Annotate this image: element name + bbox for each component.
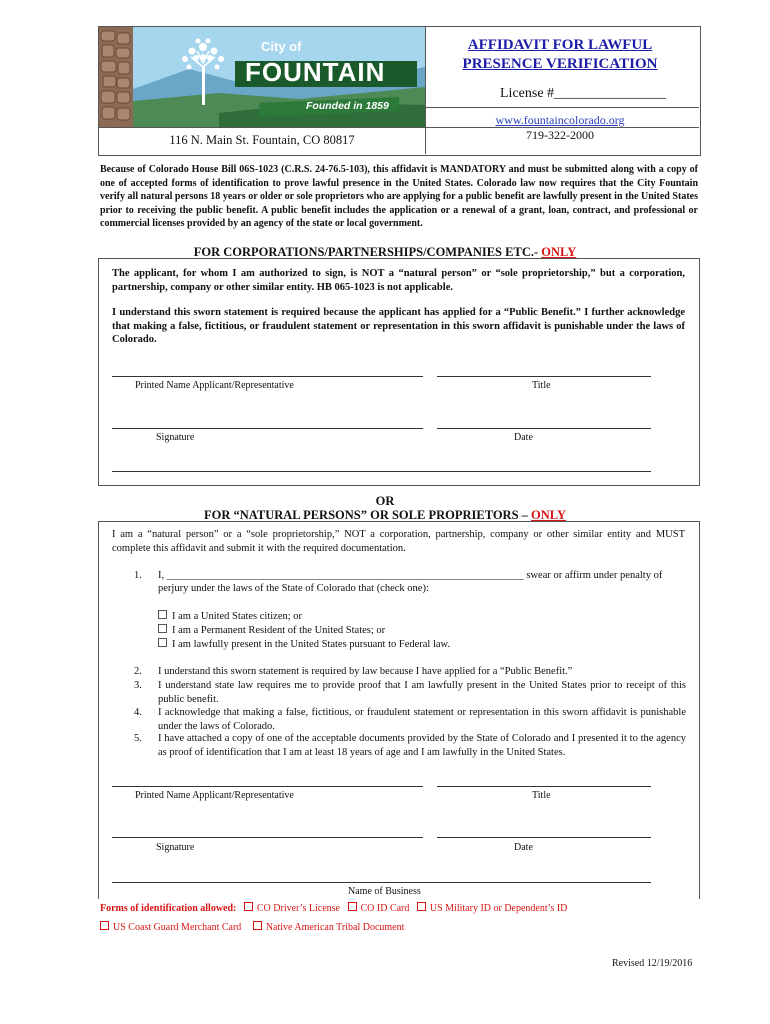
- title-line-2: PRESENCE VERIFICATION: [462, 56, 658, 72]
- natural-heading-text: FOR “NATURAL PERSONS” OR SOLE PROPRIETORS –: [204, 508, 532, 522]
- form-us-military-id: US Military ID or Dependent’s ID: [429, 903, 568, 914]
- item-1-name-line[interactable]: I, ____________________________________________________________________ swear or affirm under penalty of: [158, 570, 663, 581]
- corporations-heading-only: ONLY: [541, 245, 577, 259]
- checkbox-native-american[interactable]: [253, 921, 262, 930]
- check-lawful-label: I am lawfully present in the United States pursuant to Federal law.: [172, 639, 451, 650]
- item-4-text: I acknowledge that making a false, fictitious, or fraudulent statement or representation in this sworn affidavit is punishable under the laws of Colorado.: [158, 707, 686, 732]
- form-co-drivers-license: CO Driver’s License: [256, 903, 340, 914]
- item-1-number: 1.: [134, 570, 142, 581]
- item-2-number: 2.: [134, 666, 142, 677]
- checkbox-resident[interactable]: [158, 624, 167, 633]
- logo-founded: Founded in 1859: [306, 100, 389, 112]
- checkbox-lawful[interactable]: [158, 638, 167, 647]
- np-title-label: Title: [532, 790, 551, 801]
- corporations-paragraph-1: The applicant, for whom I am authorized to sign, is NOT a “natural person” or “sole proprietorship,” but a corporation, partnership, company or other similar entity. HB 065-1023 is not applicable.: [112, 268, 685, 293]
- item-4-number: 4.: [134, 707, 142, 718]
- item-5-text: I have attached a copy of one of the acceptable documents provided by the State of Colorado and I presented it to the agency as proof of identification that I am at least 18 years of age and I am lawfully in the United States.: [158, 733, 686, 758]
- corporations-heading-text: FOR CORPORATIONS/PARTNERSHIPS/COMPANIES ETC.-: [193, 245, 542, 259]
- city-logo: [99, 27, 425, 127]
- corp-printed-name-line[interactable]: [112, 376, 423, 377]
- corp-signature-label: Signature: [156, 432, 195, 443]
- natural-heading-only: ONLY: [531, 508, 566, 522]
- check-option-citizen[interactable]: [158, 610, 302, 624]
- item-2-text: I understand this sworn statement is required by law because I have applied for a “Public Benefit.”: [158, 666, 573, 677]
- check-resident-label: I am a Permanent Resident of the United States; or: [172, 625, 386, 636]
- np-date-line[interactable]: [437, 837, 651, 838]
- or-separator: OR: [375, 494, 395, 508]
- title-line-1: AFFIDAVIT FOR LAWFUL: [467, 37, 653, 53]
- item-1-continuation: perjury under the laws of the State of Colorado that (check one):: [158, 583, 429, 594]
- corporations-paragraph-2: I understand this sworn statement is required because the applicant has applied for a “Public Benefit.” I further acknowledge that making a false, fictitious, or fraudulent statement or representation in this sworn affidavit is punishable under the laws of Colorado.: [112, 307, 685, 345]
- check-citizen-label: I am a United States citizen; or: [172, 611, 303, 622]
- corp-printed-name-label: Printed Name Applicant/Representative: [135, 380, 294, 391]
- check-option-resident[interactable]: [158, 624, 385, 638]
- corp-date-label: Date: [514, 432, 533, 443]
- logo-city-name: FOUNTAIN: [245, 57, 386, 87]
- checkbox-us-military-id[interactable]: [417, 902, 426, 911]
- corp-date-line[interactable]: [437, 428, 651, 429]
- np-business-label: Name of Business: [348, 886, 421, 895]
- np-printed-name-line[interactable]: [112, 786, 423, 787]
- checkbox-co-drivers-license[interactable]: [244, 902, 253, 911]
- checkbox-us-coast-guard[interactable]: [100, 921, 109, 930]
- forms-label: Forms of identification allowed:: [100, 903, 237, 914]
- document-title: [426, 36, 694, 74]
- logo-city-of: City of: [261, 39, 302, 54]
- natural-intro: I am a “natural person” or a “sole proprietorship,” NOT a corporation, partnership, company or other similar entity and MUST complete this affidavit and submit it with the required documentation.: [112, 529, 685, 554]
- corp-title-line[interactable]: [437, 376, 651, 377]
- np-signature-label: Signature: [156, 842, 195, 853]
- city-address: 116 N. Main St. Fountain, CO 80817: [169, 133, 355, 147]
- phone-number: 719-322-2000: [526, 128, 594, 142]
- form-native-american: Native American Tribal Document: [265, 922, 405, 933]
- forms-row-2: [95, 921, 404, 933]
- form-co-id-card: CO ID Card: [360, 903, 410, 914]
- forms-row-1: [100, 902, 567, 914]
- corp-title-label: Title: [532, 380, 551, 391]
- np-printed-name-label: Printed Name Applicant/Representative: [135, 790, 294, 801]
- checkbox-co-id-card[interactable]: [348, 902, 357, 911]
- np-business-line[interactable]: [112, 882, 651, 883]
- checkbox-citizen[interactable]: [158, 610, 167, 619]
- np-date-label: Date: [514, 842, 533, 853]
- website-link[interactable]: www.fountaincolorado.org: [495, 113, 625, 127]
- np-signature-line[interactable]: [112, 837, 423, 838]
- np-title-line[interactable]: [437, 786, 651, 787]
- item-3-text: I understand state law requires me to provide proof that I am lawfully present in the United States prior to receipt of this public benefit.: [158, 680, 686, 705]
- header-divider-right: [426, 107, 699, 108]
- form-us-coast-guard: US Coast Guard Merchant Card: [113, 922, 242, 933]
- license-number-field[interactable]: License #________________: [500, 86, 667, 101]
- revision-date: Revised 12/19/2016: [612, 958, 693, 969]
- check-option-lawful[interactable]: [158, 638, 450, 652]
- item-5-number: 5.: [134, 733, 142, 744]
- corp-signature-line[interactable]: [112, 428, 423, 429]
- corp-extra-line[interactable]: [112, 471, 651, 472]
- item-3-number: 3.: [134, 680, 142, 691]
- intro-paragraph: Because of Colorado House Bill 06S-1023 (C.R.S. 24-76.5-103), this affidavit is MANDATORY and must be submitted along with a copy of one of accepted forms of identification to prove lawful presence in the United States. Colorado law now requires that the City Fountain verify all natural persons 18 years or older or sole proprietors who are applying for a public benefit are lawfully present in the United States prior to receiving the public benefit. A public benefit includes the application or a renewal of a grant, loan, contract, and professional or commercial licenses provided by an agency of the state or local government.: [100, 164, 698, 230]
